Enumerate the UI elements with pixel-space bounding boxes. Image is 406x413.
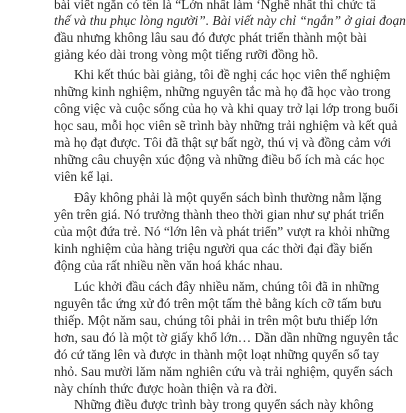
- text-line: nhỏ. Sau mười lăm năm nghiên cứu và trải nghiệm, quyển sách: [54, 364, 393, 379]
- text-line: này chính thức được hoàn thiện và ra đời.: [54, 381, 278, 396]
- text-line: giảng kéo dài trong vòng một tiếng rưỡi đồng hồ.: [54, 47, 319, 62]
- text-line: viên kể lại.: [54, 169, 114, 184]
- text-line: học sau, mỗi học viên sẽ trình bày những trải nghiệm và kết quả: [54, 118, 398, 133]
- text-line: yên trên giá. Nó trưởng thành theo thời gian như sự phát triển: [54, 207, 385, 222]
- text-line: công việc và cuộc sống của họ và khi quay trở lại lớp trong buổi: [54, 101, 399, 116]
- text-line: đó cứ tăng lên và được in thành một loạt những quyển sổ tay: [54, 347, 380, 362]
- text-line: những kinh nghiệm, những nguyên tắc mà họ đã học vào trong: [54, 84, 391, 99]
- text-line: thế và thu phục lòng người”. Bài viết này chỉ “ngắn” ở giai đoạn: [54, 13, 406, 28]
- text-line: kinh nghiệm của hàng triệu người qua các thời đại đầy biến: [54, 241, 373, 256]
- text-line: Những điều được trình bày trong quyển sách này không: [74, 397, 374, 412]
- text-line: nguyên tắc ứng xử đó trên một tấm thẻ bằng kích cỡ tấm bưu: [54, 296, 382, 311]
- text-line: mà họ đạt được. Tôi đã thật sự bất ngờ, thú vị và đồng cảm với: [54, 135, 392, 150]
- text-line: động của rất nhiều nền văn hoá khác nhau.: [54, 258, 283, 273]
- text-line: Lúc khởi đầu cách đây nhiều năm, chúng tôi đã in những: [74, 279, 380, 294]
- text-line: đầu nhưng không lâu sau đó được phát triển thành một bài: [54, 30, 367, 45]
- text-line: bài viết ngắn có tên là “Lớn nhất làm ‘Nghề nhất thì chức tâ: [54, 0, 376, 12]
- text-line: của một đứa trẻ. Nó “lớn lên và phát triển” vượt ra khỏi những: [54, 224, 390, 239]
- text-line: Khi kết thúc bài giảng, tôi đề nghị các học viên thể nghiệm: [74, 67, 391, 82]
- text-line: Đây không phải là một quyển sách bình thường nằm lặng: [74, 190, 382, 205]
- text-line: thiếp. Một năm sau, chúng tôi phải in trên một bưu thiếp lớn: [54, 313, 378, 328]
- text-line: hơn, sau đó là một tờ giấy khổ lớn… Dần dần những nguyên tắc: [54, 330, 399, 345]
- text-line: những câu chuyện xúc động và những điều bổ ích mà các học: [54, 152, 385, 167]
